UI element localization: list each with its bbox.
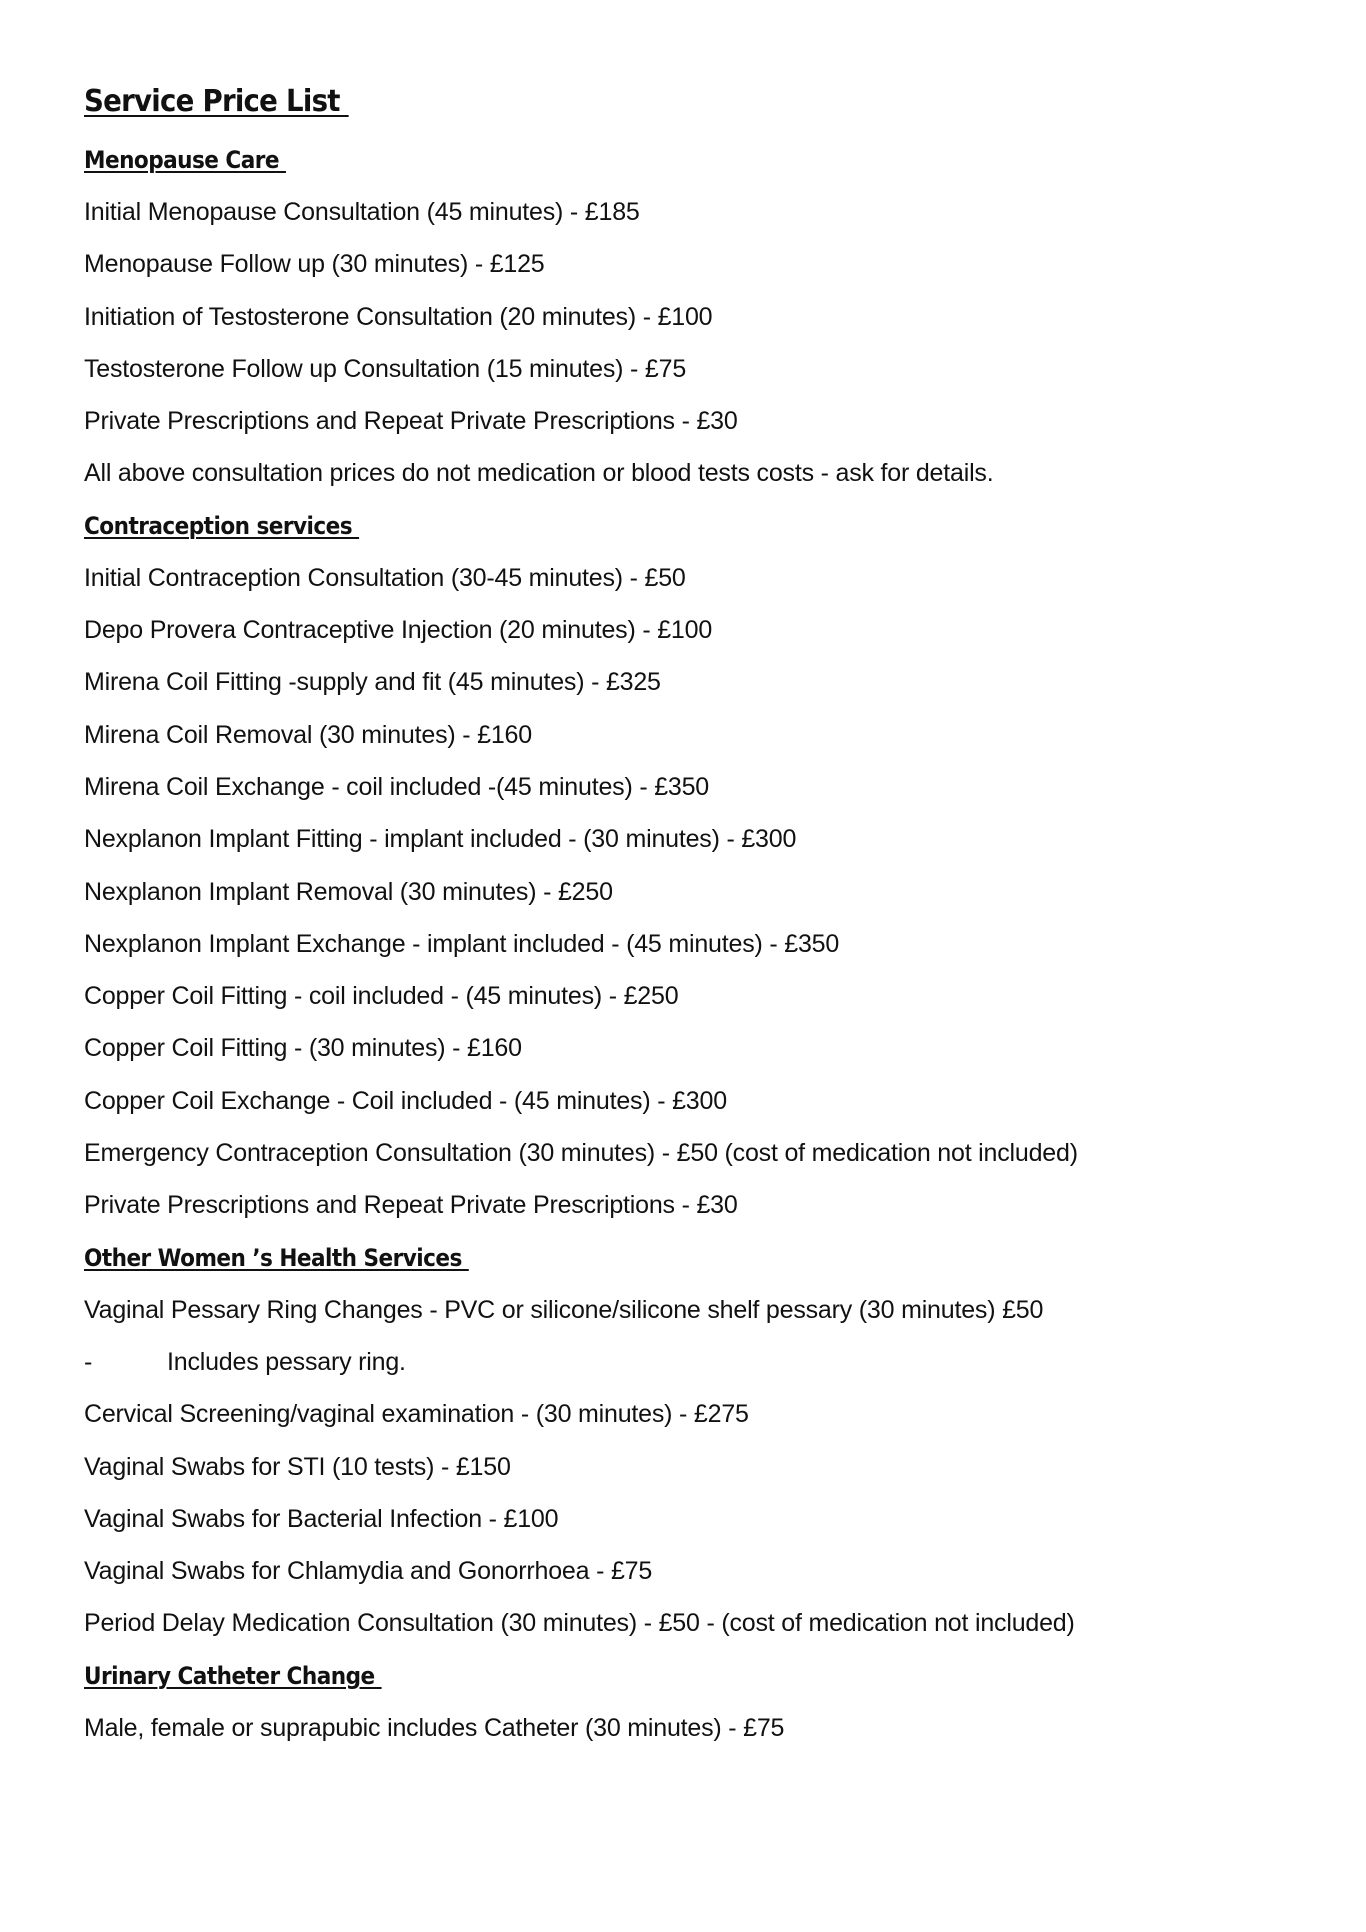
list-item: Copper Coil Exchange - Coil included - (45 minutes) - £300 [84, 1086, 727, 1115]
section-menopause-care [84, 134, 1284, 500]
list-item: Nexplanon Implant Exchange - implant included - (45 minutes) - £350 [84, 929, 840, 958]
list-item: Depo Provera Contraceptive Injection (20 minutes) - £100 [84, 616, 713, 645]
section-urinary-catheter-change [84, 1650, 1284, 1754]
list-item: Private Prescriptions and Repeat Private Prescriptions - £30 [84, 407, 738, 436]
list-item: Testosterone Follow up Consultation (15 minutes) - £75 [84, 354, 687, 383]
sub-list-item-text: Includes pessary ring. [167, 1347, 406, 1376]
section-heading: Menopause Care [84, 146, 286, 174]
list-item: Male, female or suprapubic includes Catheter (30 minutes) - £75 [84, 1713, 785, 1742]
list-item: Vaginal Pessary Ring Changes - PVC or silicone/silicone shelf pessary (30 minutes) £50 [84, 1295, 1044, 1324]
document-title: Service Price List [84, 84, 349, 119]
section-heading: Urinary Catheter Change [84, 1661, 382, 1690]
dash-bullet: - [84, 1347, 93, 1376]
section-heading: Other Women ’s Health Services [84, 1243, 469, 1272]
list-item: Vaginal Swabs for STI (10 tests) - £150 [84, 1452, 511, 1481]
list-item: Nexplanon Implant Removal (30 minutes) - £250 [84, 877, 613, 906]
list-item: Cervical Screening/vaginal examination - (30 minutes) - £275 [84, 1400, 749, 1429]
list-item: Copper Coil Fitting - coil included - (45 minutes) - £250 [84, 982, 679, 1011]
section-other-womens-health [84, 1232, 1284, 1650]
section-contraception-services [84, 500, 1284, 1232]
list-item: Emergency Contraception Consultation (30 minutes) - £50 (cost of medication not included) [84, 1139, 1078, 1168]
list-item: Period Delay Medication Consultation (30 minutes) - £50 - (cost of medication not included) [84, 1609, 1075, 1638]
list-item: Initiation of Testosterone Consultation (20 minutes) - £100 [84, 302, 713, 331]
list-item: Menopause Follow up (30 minutes) - £125 [84, 250, 545, 279]
list-item: Vaginal Swabs for Chlamydia and Gonorrhoea - £75 [84, 1557, 653, 1586]
list-item: Initial Contraception Consultation (30-45 minutes) - £50 [84, 563, 686, 592]
sub-list-item [84, 1336, 1284, 1388]
price-list-document [84, 80, 1284, 1754]
list-item: Vaginal Swabs for Bacterial Infection - £100 [84, 1504, 559, 1533]
list-item: Initial Menopause Consultation (45 minutes) - £185 [84, 198, 640, 226]
list-item: Mirena Coil Exchange - coil included -(45 minutes) - £350 [84, 772, 710, 801]
list-item: Mirena Coil Removal (30 minutes) - £160 [84, 720, 532, 749]
note-text: All above consultation prices do not medication or blood tests costs - ask for details. [84, 459, 994, 488]
list-item: Private Prescriptions and Repeat Private Prescriptions - £30 [84, 1191, 738, 1220]
list-item: Nexplanon Implant Fitting - implant included - (30 minutes) - £300 [84, 825, 797, 854]
list-item: Copper Coil Fitting - (30 minutes) - £160 [84, 1034, 522, 1063]
list-item: Mirena Coil Fitting -supply and fit (45 minutes) - £325 [84, 668, 661, 697]
section-heading: Contraception services [84, 511, 360, 540]
